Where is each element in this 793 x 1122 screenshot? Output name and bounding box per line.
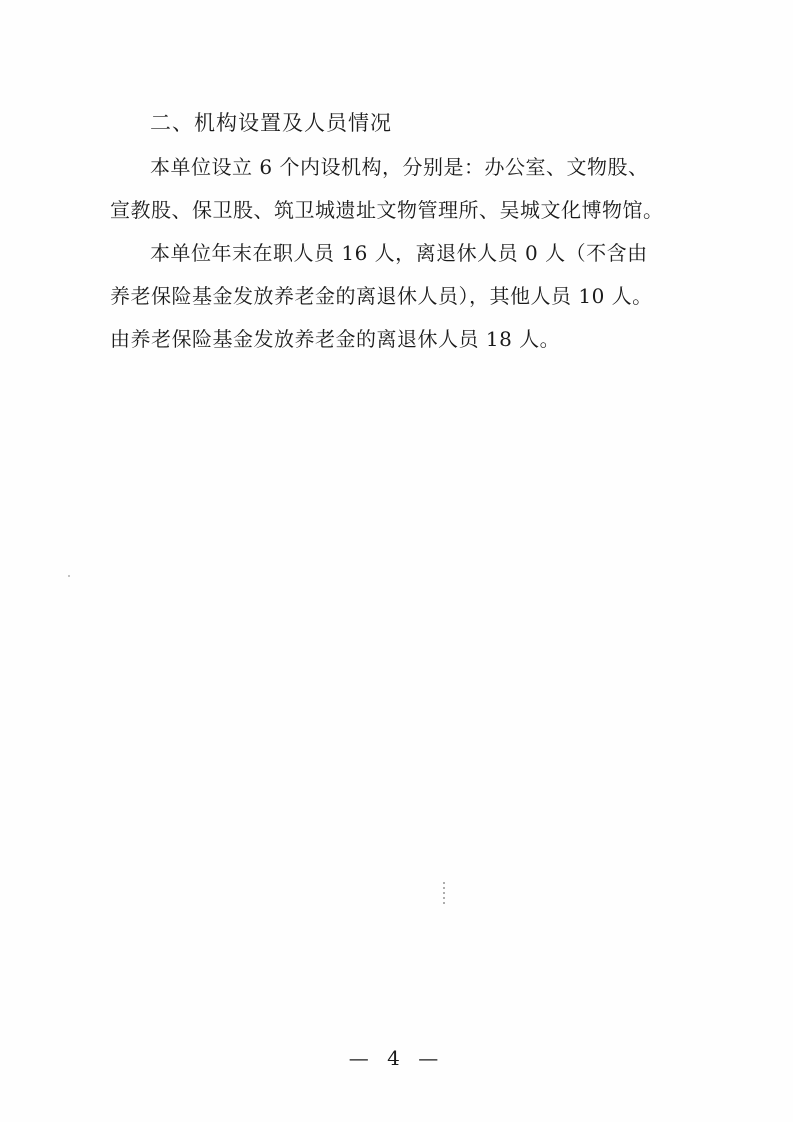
page-number: — 4 — <box>348 1046 445 1070</box>
staff-paragraph-line-2: 养老保险基金发放养老金的离退休人员），其他人员 10 人。 <box>110 284 653 308</box>
staff-paragraph-line-3: 由养老保险基金发放养老金的离退休人员 18 人。 <box>110 327 561 351</box>
org-paragraph-line-1: 本单位设立 6 个内设机构，分别是：办公室、文物股、 <box>150 155 649 179</box>
scan-speck <box>68 575 70 577</box>
staff-paragraph-line-1: 本单位年末在职人员 16 人，离退休人员 0 人（不含由 <box>150 241 648 265</box>
section-heading: 二、机构设置及人员情况 <box>150 111 392 135</box>
org-paragraph-line-2: 宣教股、保卫股、筑卫城遗址文物管理所、吴城文化博物馆。 <box>110 198 664 222</box>
scan-artifact <box>443 882 445 904</box>
